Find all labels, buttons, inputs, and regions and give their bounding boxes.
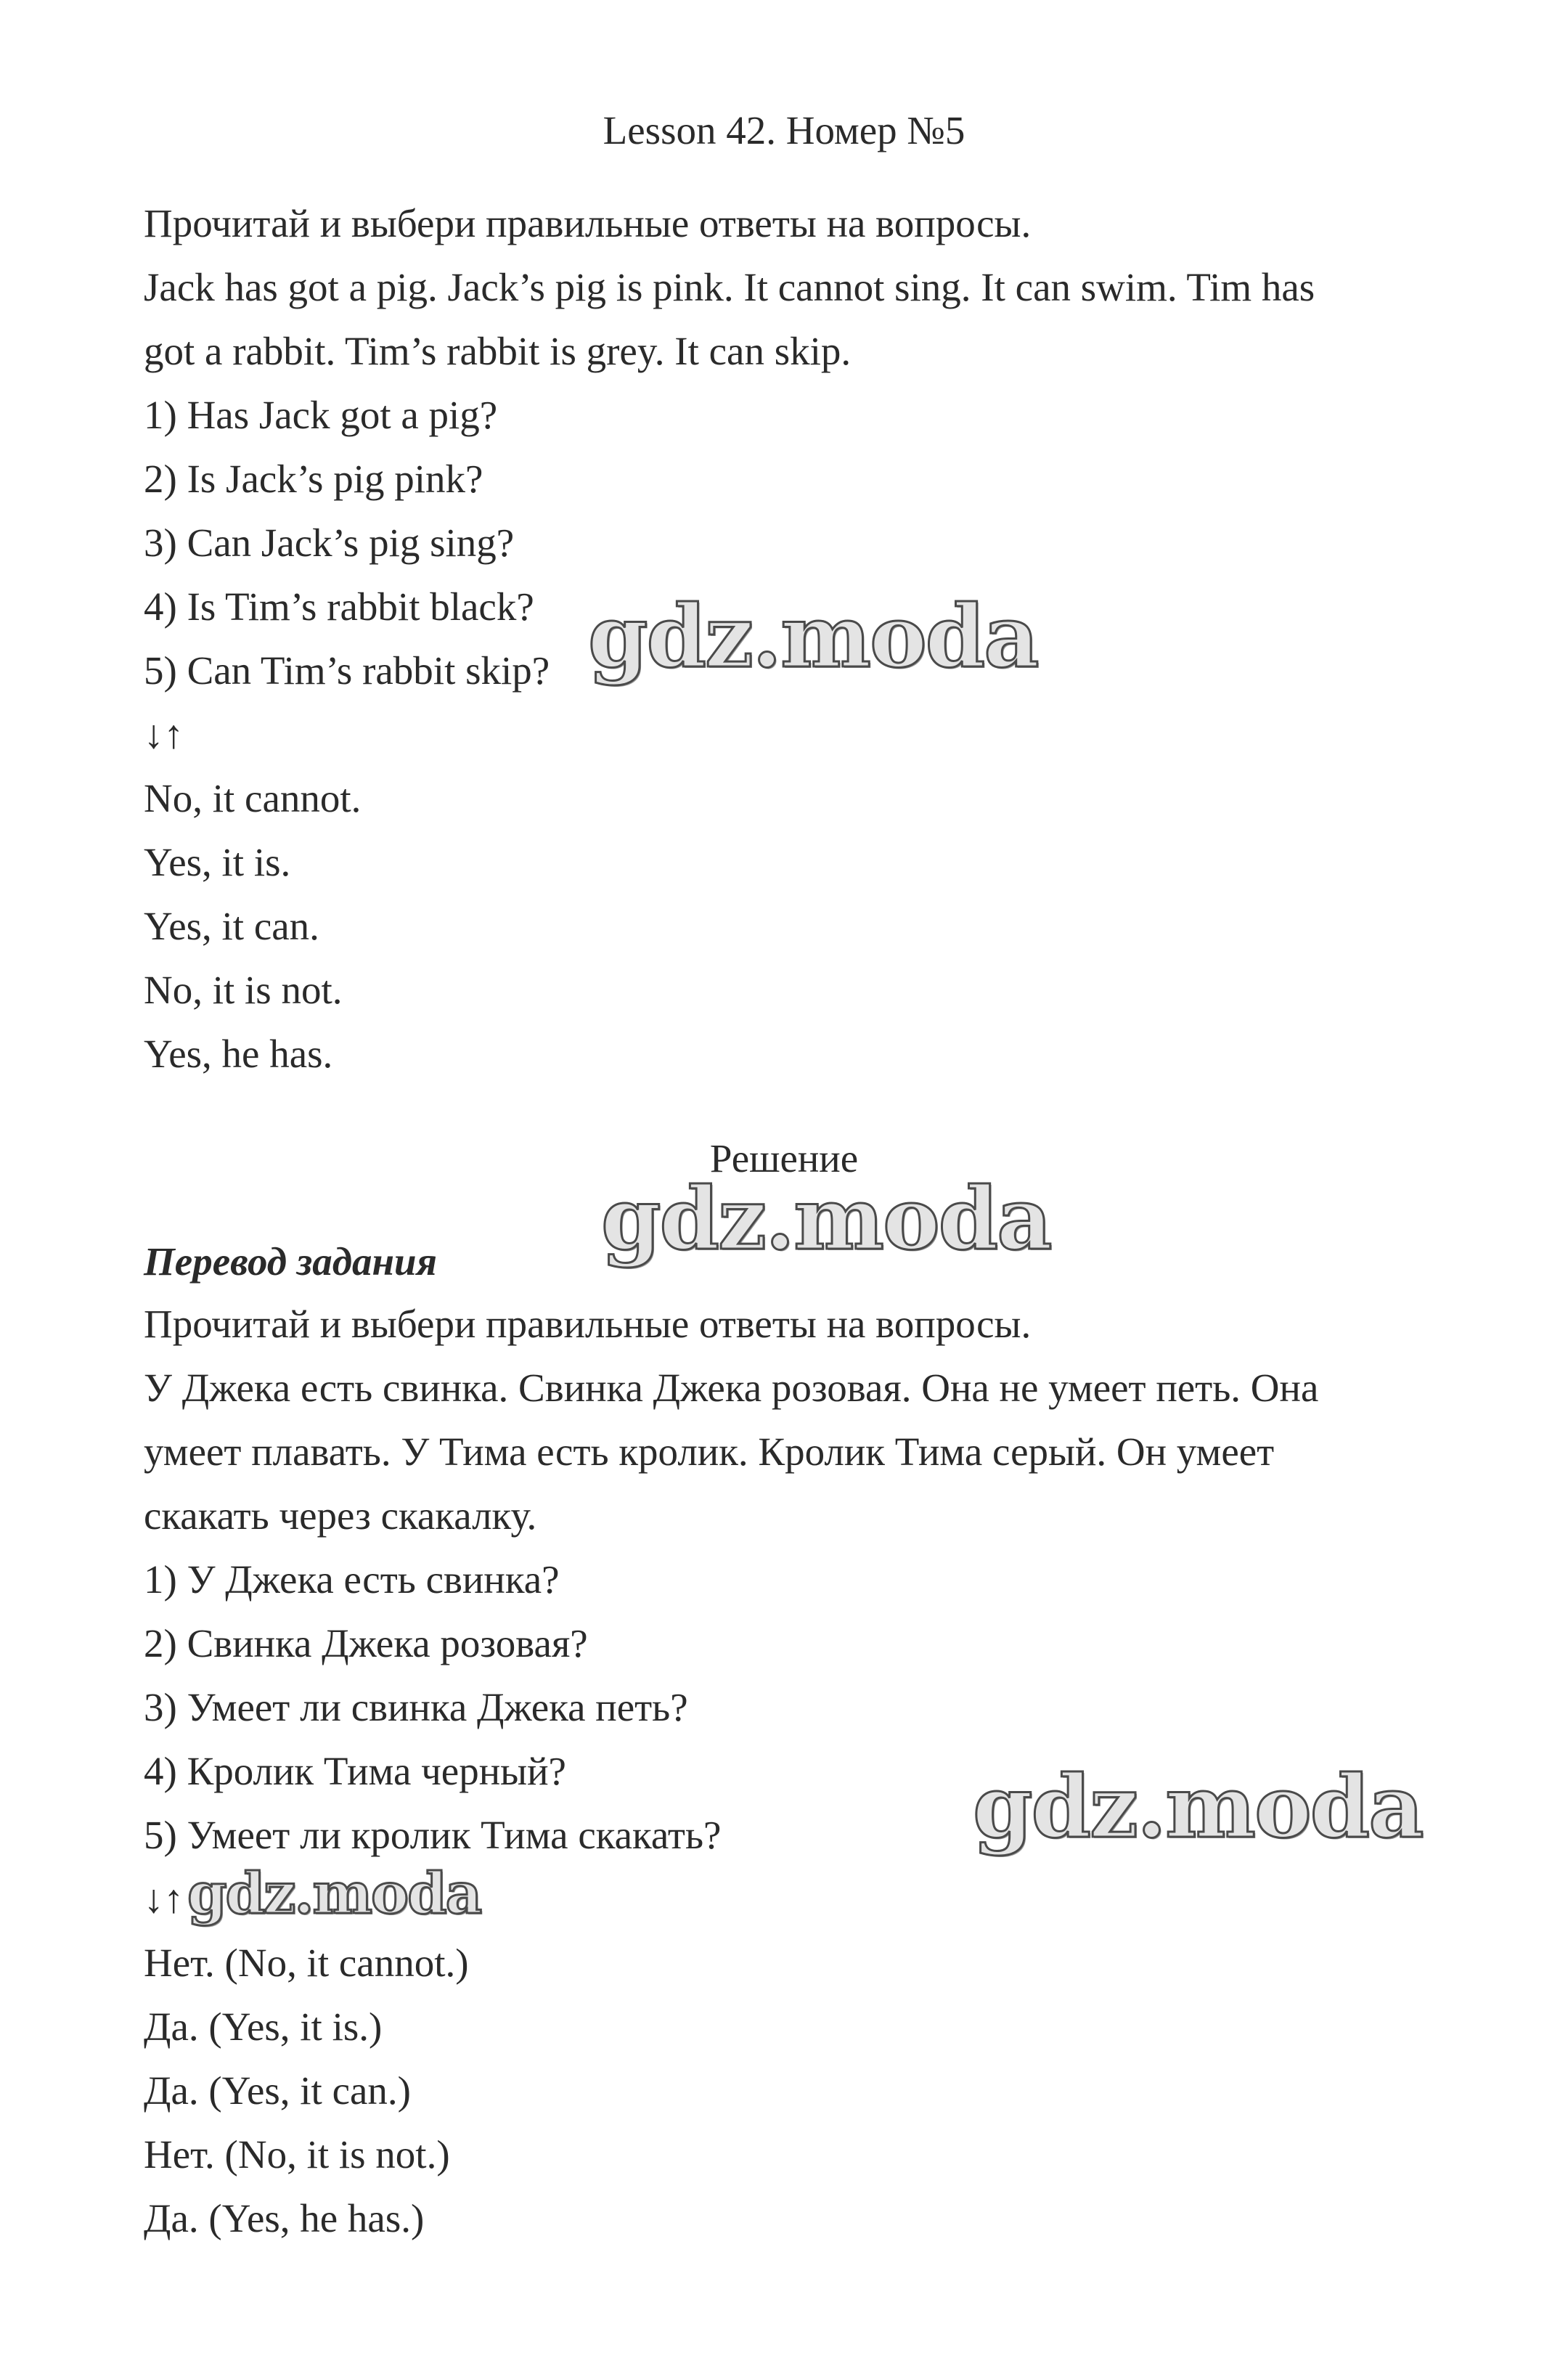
solution-question: 3) Умеет ли свинка Джека петь? (144, 1685, 688, 1729)
solution-answer: Да. (Yes, he has.) (144, 2196, 425, 2240)
task-text-line: Jack has got a pig. Jack’s pig is pink. It cannot sing. It can swim. Tim has (144, 265, 1315, 309)
task-answer: Yes, he has. (144, 1032, 333, 1076)
translation-heading: Перевод задания (144, 1239, 437, 1284)
task-question: 4) Is Tim’s rabbit black? (144, 584, 534, 629)
page-title: Lesson 42. Номер №5 (603, 108, 965, 152)
watermark: gdz.moda (973, 1756, 1423, 1857)
solution-instruction: Прочитай и выбери правильные ответы на вопросы. (144, 1302, 1032, 1346)
watermark: gdz.moda (588, 586, 1038, 687)
solution-text-line: умеет плавать. У Тима есть кролик. Кролик Тима серый. Он умеет (144, 1429, 1275, 1474)
solution-question: 5) Умеет ли кролик Тима скакать? (144, 1813, 722, 1857)
watermark: gdz.moda (187, 1861, 481, 1927)
solution-text-line: скакать через скакалку. (144, 1493, 537, 1538)
task-answer: No, it cannot. (144, 776, 362, 820)
task-arrows: ↓↑ (144, 712, 184, 756)
task-answer: Yes, it can. (144, 904, 319, 948)
solution-answer: Да. (Yes, it can.) (144, 2068, 411, 2113)
task-answer: No, it is not. (144, 968, 343, 1012)
solution-heading: Решение (709, 1136, 859, 1180)
task-answer: Yes, it is. (144, 840, 291, 884)
solution-question: 4) Кролик Тима черный? (144, 1749, 566, 1793)
solution-arrows: ↓↑ (144, 1877, 184, 1921)
task-question: 2) Is Jack’s pig pink? (144, 457, 483, 501)
watermark: gdz.moda (601, 1168, 1051, 1269)
task-question: 5) Can Tim’s rabbit skip? (144, 648, 550, 693)
task-text-line: got a rabbit. Tim’s rabbit is grey. It can skip. (144, 329, 852, 373)
solution-answer: Нет. (No, it is not.) (144, 2132, 450, 2177)
solution-question: 2) Свинка Джека розовая? (144, 1621, 588, 1665)
solution-answer: Нет. (No, it cannot.) (144, 1941, 469, 1985)
task-instruction: Прочитай и выбери правильные ответы на вопросы. (144, 201, 1032, 245)
solution-answer: Да. (Yes, it is.) (144, 2004, 383, 2049)
task-question: 3) Can Jack’s pig sing? (144, 521, 515, 565)
task-question: 1) Has Jack got a pig? (144, 393, 498, 437)
solution-question: 1) У Джека есть свинка? (144, 1557, 560, 1602)
solution-text-line: У Джека есть свинка. Свинка Джека розовая. Она не умеет петь. Она (144, 1366, 1319, 1410)
